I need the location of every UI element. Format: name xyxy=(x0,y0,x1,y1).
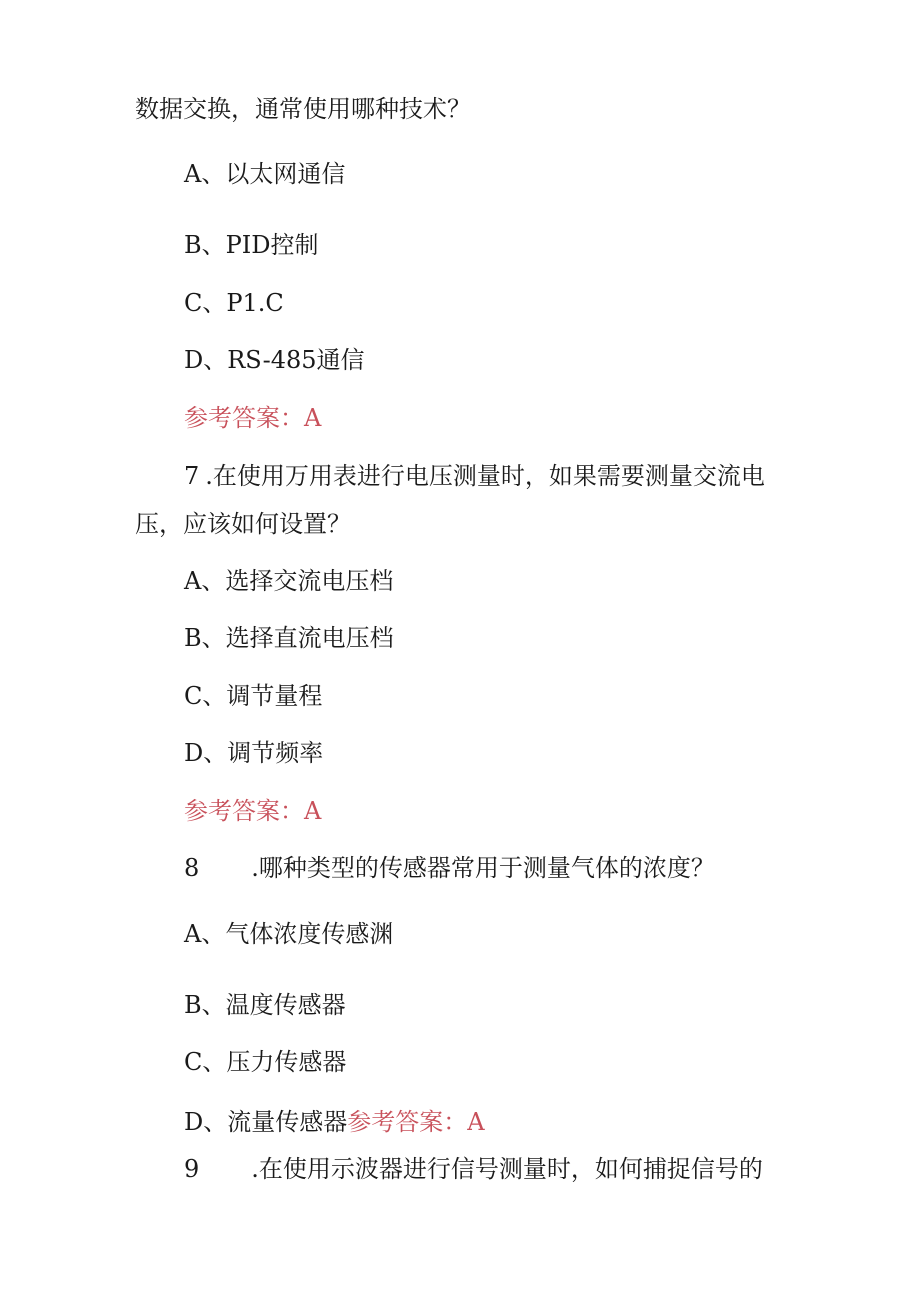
q6-stem-continued: 数据交换，通常使用哪种技术？ xyxy=(135,95,471,123)
q8-answer: 参考答案：A xyxy=(347,1108,485,1136)
q7-stem-text-1: .在使用万用表进行电压测量时，如果需要测量交流电 xyxy=(205,462,765,490)
q8-stem-text: .哪种类型的传感器常用于测量气体的浓度？ xyxy=(251,854,715,882)
q9-number: 9 xyxy=(184,1155,200,1183)
q6-option-a: A、以太网通信 xyxy=(184,160,346,188)
q7-option-c: C、调节量程 xyxy=(184,682,323,710)
q7-option-b: B、选择直流电压档 xyxy=(184,624,394,652)
q8-stem xyxy=(184,853,715,883)
q7-number: 7 xyxy=(184,462,200,490)
q8-number: 8 xyxy=(184,854,200,882)
q6-answer: 参考答案：A xyxy=(184,404,322,432)
q8-option-d: D、流量传感器 xyxy=(184,1108,348,1136)
q7-option-d: D、调节频率 xyxy=(184,739,324,767)
q9-stem-text: .在使用示波器进行信号测量时，如何捕捉信号的 xyxy=(251,1155,763,1183)
q8-option-a: A、气体浓度传感渊 xyxy=(184,920,394,948)
q8-option-c: C、压力传感器 xyxy=(184,1048,347,1076)
q6-option-c: C、P1.C xyxy=(184,289,284,317)
q6-option-d: D、RS-485通信 xyxy=(184,346,365,374)
q8-option-b: B、温度传感器 xyxy=(184,991,346,1019)
q8-option-d-line xyxy=(184,1107,485,1137)
q7-answer: 参考答案：A xyxy=(184,797,322,825)
q6-option-b: B、PID控制 xyxy=(184,231,319,259)
q7-stem-line2: 压，应该如何设置？ xyxy=(135,510,351,538)
q7-stem-line1 xyxy=(184,461,765,491)
q9-stem xyxy=(184,1154,763,1184)
q7-option-a: A、选择交流电压档 xyxy=(184,567,394,595)
